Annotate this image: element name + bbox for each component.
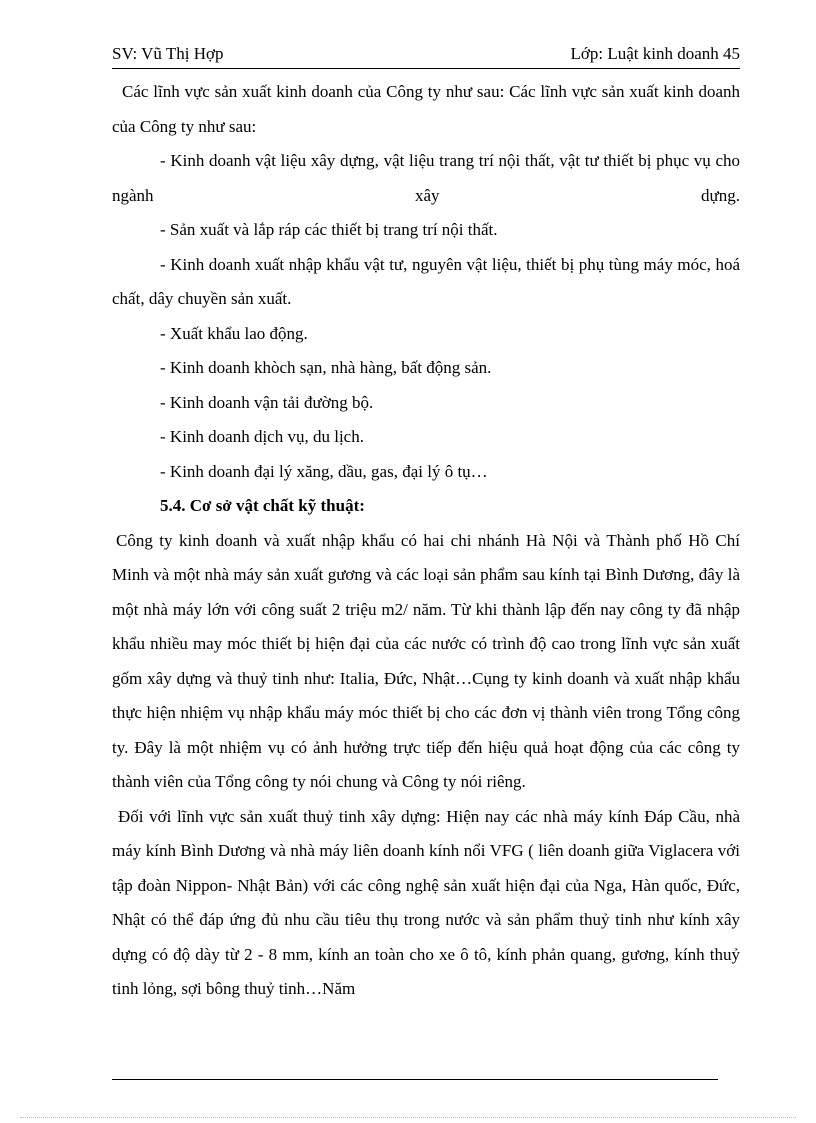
list-item: - Kinh doanh khòch sạn, nhà hàng, bất động sản. [160, 358, 492, 377]
page-edge-divider [20, 1117, 796, 1118]
page-header [112, 38, 740, 69]
list-item: - Sản xuất và lắp ráp các thiết bị trang trí nội thất. [160, 220, 498, 239]
list-item: - Kinh doanh vật liệu xây dựng, vật liệu trang trí nội thất, vật tư thiết bị phục vụ cho ngành xây dựng. [112, 151, 740, 205]
footer-divider [112, 1079, 718, 1080]
list-item: - Kinh doanh vận tải đường bộ. [160, 392, 374, 412]
paragraph: Công ty kinh doanh và xuất nhập khẩu có hai chi nhánh Hà Nội và Thành phố Hồ Chí Minh và một nhà máy sản xuất gương và các loại sản phẩm sau kính tại Bình Dương, đây là một nhà máy lớn với công suất 2 triệu m2/ năm. Từ khi thành lập đến nay công ty đã nhập khẩu nhiều may móc thiết bị hiện đại của các nước có trình độ cao trong lĩnh vực sản xuất gốm xây dựng và thuỷ tinh như: Italia, Đức, Nhật…Cụng ty kinh doanh và xuất nhập khẩu thực hiện nhiệm vụ nhập khẩu máy móc thiết bị cho các đơn vị thành viên trong Tổng công ty. Đây là một nhiệm vụ có ảnh hưởng trực tiếp đến hiệu quả hoạt động của các công ty thành viên của Tổng công ty nói chung và Công ty nói riêng. [112, 530, 740, 791]
list-item: - Kinh doanh đại lý xăng, dầu, gas, đại lý ô tụ… [160, 461, 488, 481]
paragraph: Các lĩnh vực sản xuất kinh doanh của Công ty như sau: Các lĩnh vực sản xuất kinh doanh của Công ty như sau: [112, 82, 740, 136]
list-item: - Kinh doanh dịch vụ, du lịch. [160, 427, 364, 446]
student-name: SV: Vũ Thị Hợp [112, 44, 224, 63]
class-name: Lớp: Luật kinh doanh 45 [570, 44, 740, 63]
document-body [112, 75, 740, 1007]
paragraph: Đối với lĩnh vực sản xuất thuỷ tinh xây dựng: Hiện nay các nhà máy kính Đáp Cầu, nhà máy kính Bình Dương và nhà máy liên doanh kính nổi VFG ( liên doanh giữa Viglacera với tập đoàn Nippon- Nhật Bản) với các công nghệ sản xuất hiện đại của Nga, Hàn quốc, Đức, Nhật có thể đáp ứng đủ nhu cầu tiêu thụ trong nước và sản phẩm thuỷ tinh như kính xây dựng có độ dày từ 2 - 8 mm, kính an toàn cho xe ô tô, kính phản quang, gương, kính thuỷ tinh lỏng, sợi bông thuỷ tinh…Năm [112, 806, 740, 998]
section-heading: 5.4. Cơ sở vật chất kỹ thuật: [160, 496, 365, 515]
list-item: - Kinh doanh xuất nhập khẩu vật tư, nguyên vật liệu, thiết bị phụ tùng máy móc, hoá chất, dây chuyền sản xuất. [112, 254, 740, 308]
list-item: - Xuất khẩu lao động. [160, 323, 308, 343]
